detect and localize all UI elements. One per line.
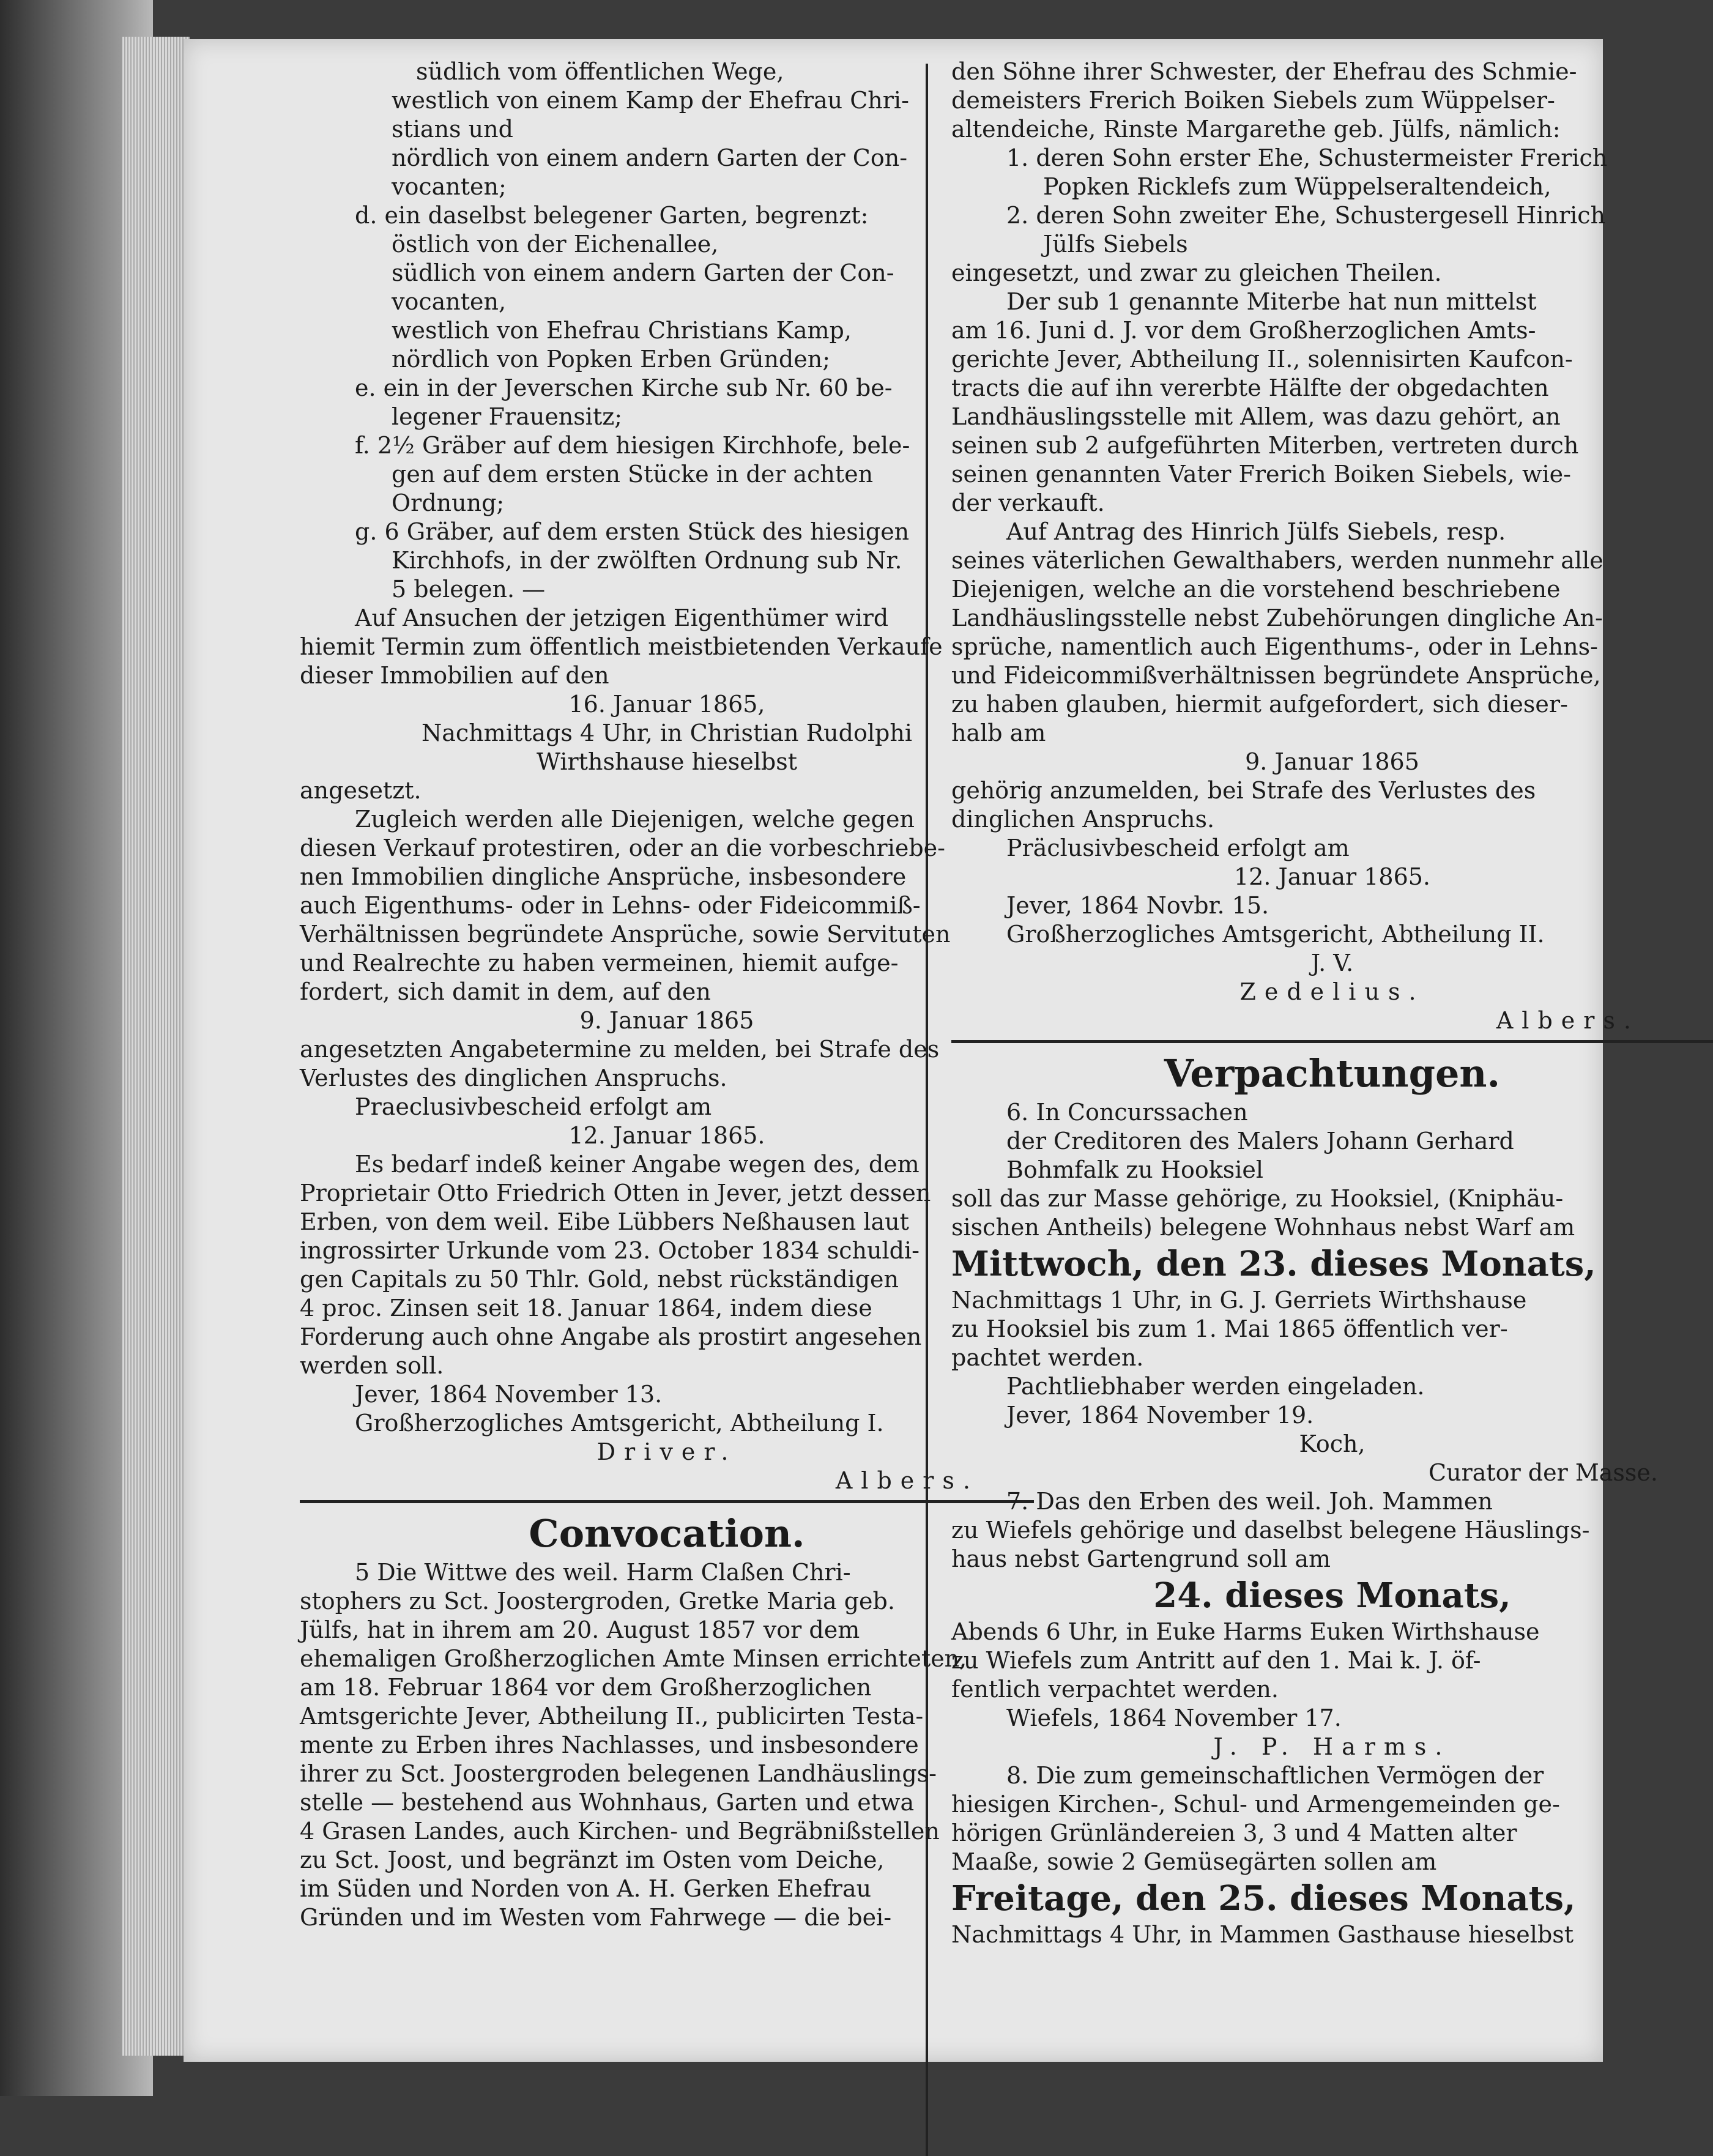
text-line: im Süden und Norden von A. H. Gerken Ehefrau <box>300 1875 872 1902</box>
text-line: den Söhne ihrer Schwester, der Ehefrau des Schmie- <box>951 58 1577 85</box>
text-line: 5 Die Wittwe des weil. Harm Claßen Chri- <box>355 1559 851 1586</box>
text-line: Praeclusivbescheid erfolgt am <box>355 1093 712 1120</box>
text-line: Popken Ricklefs zum Wüppelseraltendeich, <box>1043 173 1551 200</box>
text-line: Pachtliebhaber werden eingeladen. <box>1006 1373 1425 1400</box>
text-line: westlich von Ehefrau Christians Kamp, <box>392 317 852 344</box>
text-line: altendeiche, Rinste Margarethe geb. Jülfs, nämlich: <box>951 116 1561 143</box>
text-line: gen Capitals zu 50 Thlr. Gold, nebst rückständigen <box>300 1266 899 1293</box>
text-line: g. 6 Gräber, auf dem ersten Stück des hiesigen <box>355 518 910 545</box>
text-line: Wirthshause hieselbst <box>537 748 797 775</box>
text-line: Es bedarf indeß keiner Angabe wegen des, dem <box>355 1151 920 1178</box>
text-line: stophers zu Sct. Joostergroden, Gretke Maria geb. <box>300 1588 895 1615</box>
text-line: und Fideicommißverhältnissen begründete Ansprüche, <box>951 662 1601 689</box>
text-line: gerichte Jever, Abtheilung II., solennisirten Kaufcon- <box>951 346 1573 373</box>
text-line: Gründen und im Westen vom Fahrwege — die bei- <box>300 1904 892 1931</box>
text-line: zu haben glauben, hiermit aufgefordert, sich dieser- <box>951 691 1568 718</box>
text-line: hiesigen Kirchen-, Schul- und Armengemeinden ge- <box>951 1791 1560 1818</box>
text-line: Jülfs Siebels <box>1043 231 1188 258</box>
text-line: Jever, 1864 November 19. <box>1006 1402 1314 1429</box>
text-line: 8. Die zum gemeinschaftlichen Vermögen der <box>1006 1762 1544 1789</box>
text-line: tracts die auf ihn vererbte Hälfte der obgedachten <box>951 374 1549 401</box>
text-line: sprüche, namentlich auch Eigenthums-, oder in Lehns- <box>951 633 1598 660</box>
text-line: der Creditoren des Malers Johann Gerhard <box>1006 1128 1514 1154</box>
text-line: demeisters Frerich Boiken Siebels zum Wüppelser- <box>951 87 1555 114</box>
text-line: ihrer zu Sct. Joostergroden belegenen Landhäuslings- <box>300 1760 937 1787</box>
text-line: Wiefels, 1864 November 17. <box>1006 1704 1342 1731</box>
text-line: e. ein in der Jeverschen Kirche sub Nr. 60 be- <box>355 374 893 401</box>
text-line: Zugleich werden alle Diejenigen, welche gegen <box>355 806 915 833</box>
text-line: südlich von einem andern Garten der Con- <box>392 259 894 286</box>
text-line: südlich vom öffentlichen Wege, <box>416 58 784 85</box>
date-line: 12. Januar 1865. <box>568 1122 765 1149</box>
newspaper-page <box>184 39 1658 2062</box>
text-line: 2. deren Sohn zweiter Ehe, Schustergesell Hinrich <box>1006 202 1606 229</box>
text-line: vocanten; <box>392 173 507 200</box>
text-line: stelle — bestehend aus Wohnhaus, Garten und etwa <box>300 1789 915 1816</box>
text-line: d. ein daselbst belegener Garten, begrenzt: <box>355 202 869 229</box>
text-line: Maaße, sowie 2 Gemüsegärten sollen am <box>951 1848 1437 1875</box>
text-line: fentlich verpachtet werden. <box>951 1676 1279 1703</box>
date-headline: 24. dieses Monats, <box>1153 1575 1511 1616</box>
text-line: zu Wiefels zum Antritt auf den 1. Mai k. J. öf- <box>951 1647 1481 1674</box>
text-line: Jever, 1864 November 13. <box>355 1381 663 1408</box>
text-line: ehemaligen Großherzoglichen Amte Minsen errichteten, <box>300 1645 967 1672</box>
section-rule <box>951 1040 1713 1043</box>
text-line: pachtet werden. <box>951 1344 1144 1371</box>
text-line: soll das zur Masse gehörige, zu Hooksiel, (Kniphäu- <box>951 1185 1564 1212</box>
date-line: 16. Januar 1865, <box>568 691 765 718</box>
text-line: zu Hooksiel bis zum 1. Mai 1865 öffentlich ver- <box>951 1315 1508 1342</box>
text-line: 5 belegen. — <box>392 576 546 603</box>
date-headline: Freitage, den 25. dieses Monats, <box>951 1878 1576 1919</box>
text-line: 1. deren Sohn erster Ehe, Schustermeister Frerich <box>1006 144 1608 171</box>
text-line: Nachmittags 4 Uhr, in Christian Rudolphi <box>422 719 912 746</box>
text-line: Abends 6 Uhr, in Euke Harms Euken Wirthshause <box>951 1618 1540 1645</box>
text-line: dinglichen Anspruchs. <box>951 806 1215 833</box>
text-line: der verkauft. <box>951 489 1105 516</box>
signature: Koch, <box>1299 1430 1366 1457</box>
text-line: 6. In Concurssachen <box>1006 1099 1248 1126</box>
date-line: 9. Januar 1865 <box>1245 748 1419 775</box>
text-line: Landhäuslingsstelle mit Allem, was dazu gehört, an <box>951 403 1561 430</box>
text-line: vocanten, <box>392 288 507 315</box>
text-line: und Realrechte zu haben vermeinen, hiemit aufge- <box>300 950 899 976</box>
text-line: J. V. <box>1310 950 1354 976</box>
text-line: legener Frauensitz; <box>392 403 623 430</box>
text-line: 4 Grasen Landes, auch Kirchen- und Begräbnißstellen <box>300 1818 940 1845</box>
text-line: Verlustes des dinglichen Anspruchs. <box>300 1065 727 1091</box>
text-line: Ordnung; <box>392 489 505 516</box>
text-line: Bohmfalk zu Hooksiel <box>1006 1156 1264 1183</box>
text-line: östlich von der Eichenallee, <box>392 231 719 258</box>
text-line: angesetzt. <box>300 777 422 804</box>
date-line: 12. Januar 1865. <box>1233 863 1431 890</box>
text-line: nördlich von einem andern Garten der Con- <box>392 144 908 171</box>
text-line: am 16. Juni d. J. vor dem Großherzoglichen Amts- <box>951 317 1536 344</box>
text-line: stians und <box>392 116 513 143</box>
text-line: ingrossirter Urkunde vom 23. October 1834 schuldi- <box>300 1237 920 1264</box>
text-line: halb am <box>951 719 1046 746</box>
text-line: Auf Antrag des Hinrich Jülfs Siebels, resp. <box>1006 518 1506 545</box>
page-edges <box>122 37 190 2056</box>
text-line: Jever, 1864 Novbr. 15. <box>1006 892 1269 919</box>
text-line: sischen Antheils) belegene Wohnhaus nebst Warf am <box>951 1214 1575 1241</box>
date-headline: Mittwoch, den 23. dieses Monats, <box>951 1244 1596 1284</box>
section-rule <box>300 1500 1034 1503</box>
signature: Albers. <box>1496 1007 1640 1034</box>
text-line: Auf Ansuchen der jetzigen Eigenthümer wird <box>355 604 889 631</box>
text-line: auch Eigenthums- oder in Lehns- oder Fideicommiß- <box>300 892 921 919</box>
text-line: Erben, von dem weil. Eibe Lübbers Neßhausen laut <box>300 1208 909 1235</box>
text-line: nen Immobilien dingliche Ansprüche, insbesondere <box>300 863 907 890</box>
text-line: Diejenigen, welche an die vorstehend beschriebene <box>951 576 1561 603</box>
date-line: 9. Januar 1865 <box>579 1007 754 1034</box>
text-line: angesetzten Angabetermine zu melden, bei Strafe des <box>300 1036 940 1063</box>
text-line: Forderung auch ohne Angabe als prostirt angesehen <box>300 1323 922 1350</box>
text-line: Kirchhofs, in der zwölften Ordnung sub Nr. <box>392 547 902 574</box>
text-line: Nachmittags 1 Uhr, in G. J. Gerriets Wirthshause <box>951 1287 1527 1314</box>
text-line: diesen Verkauf protestiren, oder an die vorbeschriebe- <box>300 835 945 861</box>
text-line: werden soll. <box>300 1352 444 1379</box>
text-line: westlich von einem Kamp der Ehefrau Chri- <box>392 87 909 114</box>
text-line: gehörig anzumelden, bei Strafe des Verlustes des <box>951 777 1536 804</box>
text-line: 4 proc. Zinsen seit 18. Januar 1864, indem diese <box>300 1295 872 1321</box>
text-line: Proprietair Otto Friedrich Otten in Jever, jetzt dessen <box>300 1180 931 1206</box>
text-line: nördlich von Popken Erben Gründen; <box>392 346 831 373</box>
text-line: eingesetzt, und zwar zu gleichen Theilen. <box>951 259 1442 286</box>
right-column <box>951 58 1713 1949</box>
signature: Albers. <box>835 1467 979 1494</box>
text-line: hörigen Grünländereien 3, 3 und 4 Matten alter <box>951 1820 1517 1846</box>
text-line: seinen sub 2 aufgeführten Miterben, vertreten durch <box>951 432 1579 459</box>
text-line: zu Sct. Joost, und begränzt im Osten vom Deiche, <box>300 1846 885 1873</box>
text-line: Der sub 1 genannte Miterbe hat nun mittelst <box>1006 288 1537 315</box>
text-line: Landhäuslingsstelle nebst Zubehörungen dingliche An- <box>951 604 1603 631</box>
text-line: fordert, sich damit in dem, auf den <box>300 978 711 1005</box>
text-line: haus nebst Gartengrund soll am <box>951 1545 1331 1572</box>
signature: Zedelius. <box>1239 978 1425 1005</box>
text-line: dieser Immobilien auf den <box>300 662 609 689</box>
text-line: Nachmittags 4 Uhr, in Mammen Gasthause hieselbst <box>951 1921 1574 1948</box>
text-line: seines väterlichen Gewalthabers, werden nunmehr alle <box>951 547 1603 574</box>
signature: J. P. Harms. <box>1213 1733 1451 1760</box>
text-line: Amtsgerichte Jever, Abtheilung II., publicirten Testa- <box>300 1703 924 1730</box>
text-line: f. 2½ Gräber auf dem hiesigen Kirchhofe, bele- <box>355 432 910 459</box>
signature: Driver. <box>596 1438 737 1465</box>
text-line: Jülfs, hat in ihrem am 20. August 1857 vor dem <box>300 1616 860 1643</box>
text-line: Verhältnissen begründete Ansprüche, sowie Servituten <box>300 921 951 948</box>
text-line: Präclusivbescheid erfolgt am <box>1006 835 1350 861</box>
text-line: Großherzogliches Amtsgericht, Abtheilung I. <box>355 1410 884 1437</box>
section-heading: Verpachtungen. <box>1164 1051 1501 1096</box>
text-line: hiemit Termin zum öffentlich meistbietenden Verkaufe <box>300 633 943 660</box>
left-column <box>300 58 1034 1932</box>
text-line: 7. Das den Erben des weil. Joh. Mammen <box>1006 1488 1493 1515</box>
text-line: mente zu Erben ihres Nachlasses, und insbesondere <box>300 1731 919 1758</box>
text-line: am 18. Februar 1864 vor dem Großherzoglichen <box>300 1674 872 1701</box>
text-line: Curator der Masse. <box>1429 1459 1658 1486</box>
text-line: seinen genannten Vater Frerich Boiken Siebels, wie- <box>951 461 1571 488</box>
text-line: gen auf dem ersten Stücke in der achten <box>392 461 874 488</box>
text-line: zu Wiefels gehörige und daselbst belegene Häuslings- <box>951 1517 1590 1544</box>
text-line: Großherzogliches Amtsgericht, Abtheilung II. <box>1006 921 1545 948</box>
section-heading: Convocation. <box>529 1511 805 1556</box>
